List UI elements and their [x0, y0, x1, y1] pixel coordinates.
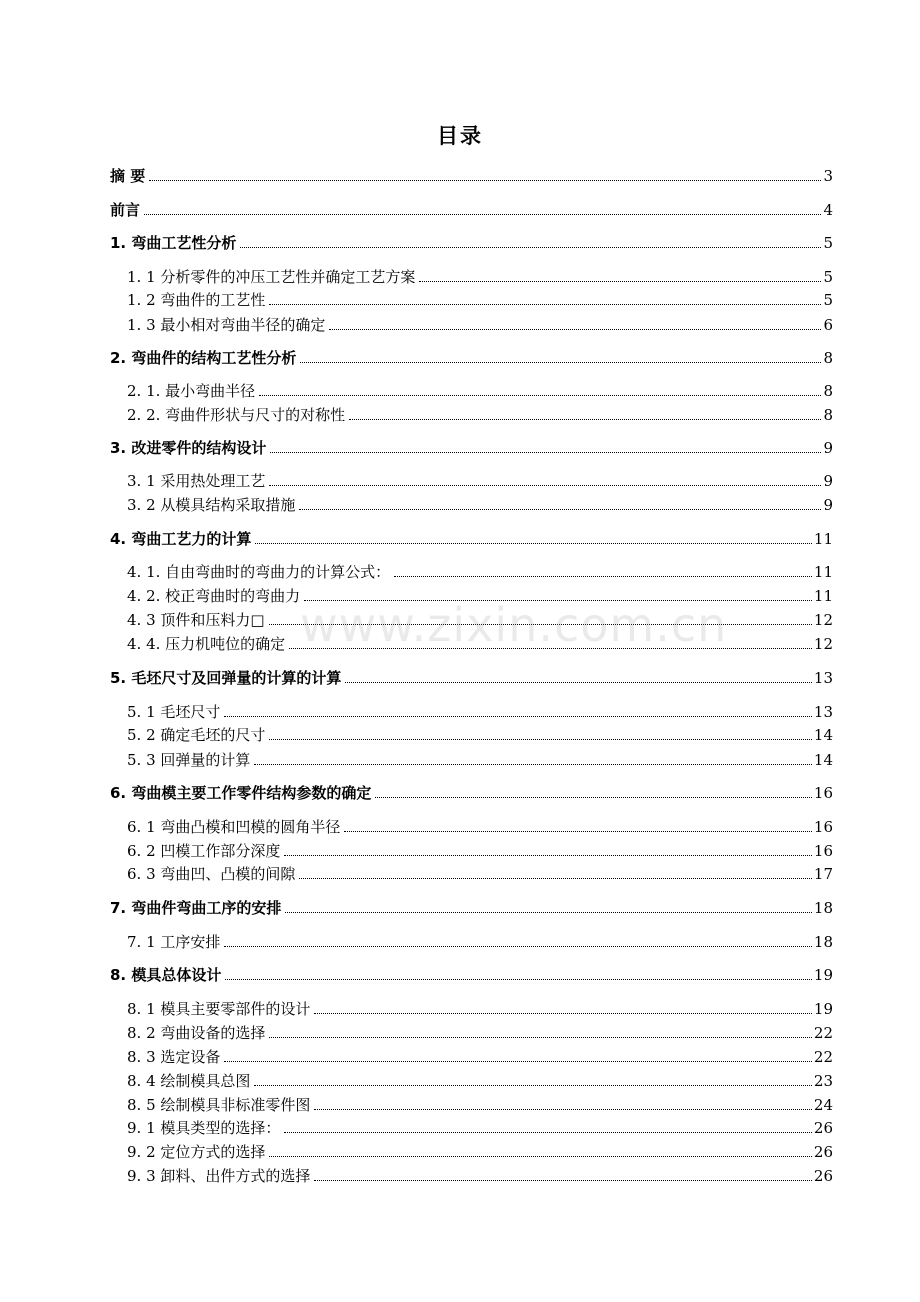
toc-leader: [269, 304, 821, 305]
toc-entry-label: 1. 3 最小相对弯曲半径的确定: [127, 316, 326, 334]
toc-entry-label: 6. 2 凹模工作部分深度: [127, 842, 281, 860]
toc-leader: [314, 1109, 812, 1110]
toc-leader: [224, 946, 812, 947]
toc-entry-1-3[interactable]: [127, 311, 833, 335]
toc-entry-chapter-7[interactable]: [110, 894, 833, 918]
toc-entry-label: 5. 1 毛坯尺寸: [127, 703, 221, 721]
toc-entry-page: 16: [813, 842, 833, 860]
toc-entry-label: 6. 弯曲模主要工作零件结构参数的确定: [110, 784, 372, 802]
toc-entry-abstract[interactable]: [110, 162, 833, 186]
toc-entry-label: 1. 1 分析零件的冲压工艺性并确定工艺方案: [127, 268, 416, 286]
toc-leader: [344, 831, 812, 832]
toc-entry-5-1[interactable]: [127, 698, 833, 722]
toc-leader: [304, 600, 812, 601]
toc-entry-page: 8: [823, 382, 833, 400]
toc-entry-page: 8: [823, 406, 833, 424]
toc-entry-label: 4. 3 顶件和压料力□: [127, 611, 265, 629]
toc-entry-page: 3: [823, 167, 833, 185]
toc-entry-page: 23: [813, 1072, 833, 1090]
toc-entry-label: 3. 2 从模具结构采取措施: [127, 496, 296, 514]
toc-entry-chapter-6[interactable]: [110, 779, 833, 803]
toc-entry-page: 18: [813, 899, 833, 917]
watermark: www.zixin.com.cn: [300, 598, 728, 652]
toc-entry-label: 4. 2. 校正弯曲时的弯曲力: [127, 587, 301, 605]
toc-leader: [284, 1132, 812, 1133]
toc-entry-page: 11: [813, 587, 833, 605]
toc-entry-label: 4. 1. 自由弯曲时的弯曲力的计算公式：: [127, 563, 391, 581]
toc-entry-2-1[interactable]: [127, 377, 833, 401]
toc-entry-page: 19: [813, 966, 833, 984]
toc-entry-4-3[interactable]: [127, 606, 833, 630]
toc-leader: [259, 395, 821, 396]
toc-entry-label: 9. 3 卸料、出件方式的选择: [127, 1167, 311, 1185]
toc-entry-page: 6: [823, 316, 833, 334]
toc-leader: [299, 509, 821, 510]
toc-entry-8-1[interactable]: [127, 995, 833, 1019]
toc-entry-label: 5. 2 确定毛坯的尺寸: [127, 726, 266, 744]
toc-entry-page: 26: [813, 1167, 833, 1185]
toc-entry-8-5[interactable]: [127, 1091, 833, 1115]
toc-entry-page: 16: [813, 818, 833, 836]
toc-entry-label: 前言: [110, 201, 141, 219]
toc-leader: [225, 979, 812, 980]
toc-entry-chapter-4[interactable]: [110, 525, 833, 549]
toc-leader: [144, 214, 821, 215]
toc-entry-9-1[interactable]: [127, 1114, 833, 1138]
toc-leader: [314, 1180, 812, 1181]
toc-entry-label: 3. 改进零件的结构设计: [110, 439, 267, 457]
toc-leader: [269, 739, 812, 740]
toc-entry-page: 9: [823, 496, 833, 514]
toc-leader: [270, 452, 821, 453]
toc-entry-label: 9. 2 定位方式的选择: [127, 1143, 266, 1161]
toc-entry-1-1[interactable]: [127, 263, 833, 287]
toc-entry-label: 8. 3 选定设备: [127, 1048, 221, 1066]
toc-leader: [149, 180, 821, 181]
toc-entry-label: 8. 2 弯曲设备的选择: [127, 1024, 266, 1042]
toc-entry-label: 1. 弯曲工艺性分析: [110, 234, 237, 252]
toc-leader: [284, 855, 812, 856]
toc-entry-page: 12: [813, 635, 833, 653]
toc-entry-6-1[interactable]: [127, 813, 833, 837]
toc-entry-page: 5: [823, 268, 833, 286]
toc-entry-label: 1. 2 弯曲件的工艺性: [127, 291, 266, 309]
toc-leader: [329, 329, 821, 330]
toc-leader: [289, 648, 812, 649]
toc-entry-8-2[interactable]: [127, 1019, 833, 1043]
toc-leader: [375, 797, 812, 798]
toc-entry-preface[interactable]: [110, 196, 833, 220]
toc-entry-page: 14: [813, 726, 833, 744]
toc-entry-chapter-8[interactable]: [110, 961, 833, 985]
toc-leader: [254, 1085, 812, 1086]
toc-entry-page: 13: [813, 669, 833, 687]
toc-leader: [240, 247, 821, 248]
toc-leader: [269, 1037, 812, 1038]
toc-entry-2-2[interactable]: [127, 401, 833, 425]
toc-entry-label: 8. 5 绘制模具非标准零件图: [127, 1096, 311, 1114]
toc-entry-page: 11: [813, 563, 833, 581]
toc-entry-7-1[interactable]: [127, 928, 833, 952]
toc-entry-4-1[interactable]: [127, 558, 833, 582]
toc-entry-9-2[interactable]: [127, 1138, 833, 1162]
toc-entry-6-3[interactable]: [127, 860, 833, 884]
toc-entry-label: 4. 4. 压力机吨位的确定: [127, 635, 286, 653]
toc-entry-9-3[interactable]: [127, 1162, 833, 1186]
toc-leader: [269, 485, 821, 486]
toc-entry-label: 8. 1 模具主要零部件的设计: [127, 1000, 311, 1018]
toc-entry-page: 9: [823, 439, 833, 457]
toc-entry-page: 9: [823, 472, 833, 490]
toc-entry-page: 19: [813, 1000, 833, 1018]
toc-entry-page: 5: [823, 291, 833, 309]
toc-entry-page: 13: [813, 703, 833, 721]
toc-leader: [224, 716, 812, 717]
toc-entry-label: 5. 毛坯尺寸及回弹量的计算的计算: [110, 669, 342, 687]
toc-leader: [419, 281, 821, 282]
toc-entry-6-2[interactable]: [127, 837, 833, 861]
toc-entry-label: 2. 1. 最小弯曲半径: [127, 382, 256, 400]
toc-entry-page: 26: [813, 1143, 833, 1161]
toc-entry-label: 2. 2. 弯曲件形状与尺寸的对称性: [127, 406, 346, 424]
toc-entry-label: 7. 弯曲件弯曲工序的安排: [110, 899, 282, 917]
toc-entry-label: 7. 1 工序安排: [127, 933, 221, 951]
toc-entry-page: 22: [813, 1024, 833, 1042]
toc-entry-chapter-1[interactable]: [110, 229, 833, 253]
toc-leader: [269, 1156, 812, 1157]
toc-entry-4-2[interactable]: [127, 582, 833, 606]
toc-entry-page: 12: [813, 611, 833, 629]
toc-leader: [394, 576, 812, 577]
toc-entry-page: 8: [823, 349, 833, 367]
toc-leader: [314, 1013, 812, 1014]
toc-entry-page: 26: [813, 1119, 833, 1137]
toc-leader: [299, 878, 812, 879]
toc-entry-label: 8. 模具总体设计: [110, 966, 222, 984]
toc-entry-page: 16: [813, 784, 833, 802]
toc-leader: [285, 912, 812, 913]
toc-leader: [255, 543, 812, 544]
toc-leader: [349, 419, 821, 420]
toc-entry-label: 摘 要: [110, 167, 146, 185]
toc-entry-3-1[interactable]: [127, 467, 833, 491]
toc-leader: [345, 682, 812, 683]
toc-leader: [254, 764, 812, 765]
toc-entry-3-2[interactable]: [127, 491, 833, 515]
toc-entry-8-4[interactable]: [127, 1067, 833, 1091]
toc-entry-4-4[interactable]: [127, 630, 833, 654]
toc-entry-chapter-3[interactable]: [110, 434, 833, 458]
toc-entry-chapter-5[interactable]: [110, 664, 833, 688]
toc-entry-page: 4: [823, 201, 833, 219]
toc-entry-label: 9. 1 模具类型的选择：: [127, 1119, 281, 1137]
toc-leader: [269, 624, 812, 625]
toc-title: 目录: [437, 124, 483, 148]
toc-entry-page: 18: [813, 933, 833, 951]
toc-entry-chapter-2[interactable]: [110, 344, 833, 368]
toc-entry-label: 3. 1 采用热处理工艺: [127, 472, 266, 490]
toc-entry-1-2[interactable]: [127, 286, 833, 310]
toc-entry-page: 11: [813, 530, 833, 548]
toc-entry-5-2[interactable]: [127, 721, 833, 745]
toc-entry-page: 22: [813, 1048, 833, 1066]
toc-entry-page: 14: [813, 751, 833, 769]
toc-entry-page: 5: [823, 234, 833, 252]
toc-entry-label: 4. 弯曲工艺力的计算: [110, 530, 252, 548]
toc-entry-label: 2. 弯曲件的结构工艺性分析: [110, 349, 297, 367]
toc-entry-label: 6. 3 弯曲凹、凸模的间隙: [127, 865, 296, 883]
toc-entry-page: 17: [813, 865, 833, 883]
toc-leader: [300, 362, 821, 363]
toc-entry-label: 5. 3 回弹量的计算: [127, 751, 251, 769]
toc-entry-5-3[interactable]: [127, 746, 833, 770]
toc-entry-page: 24: [813, 1096, 833, 1114]
toc-entry-8-3[interactable]: [127, 1043, 833, 1067]
toc-entry-label: 6. 1 弯曲凸模和凹模的圆角半径: [127, 818, 341, 836]
toc-entry-label: 8. 4 绘制模具总图: [127, 1072, 251, 1090]
toc-leader: [224, 1061, 812, 1062]
